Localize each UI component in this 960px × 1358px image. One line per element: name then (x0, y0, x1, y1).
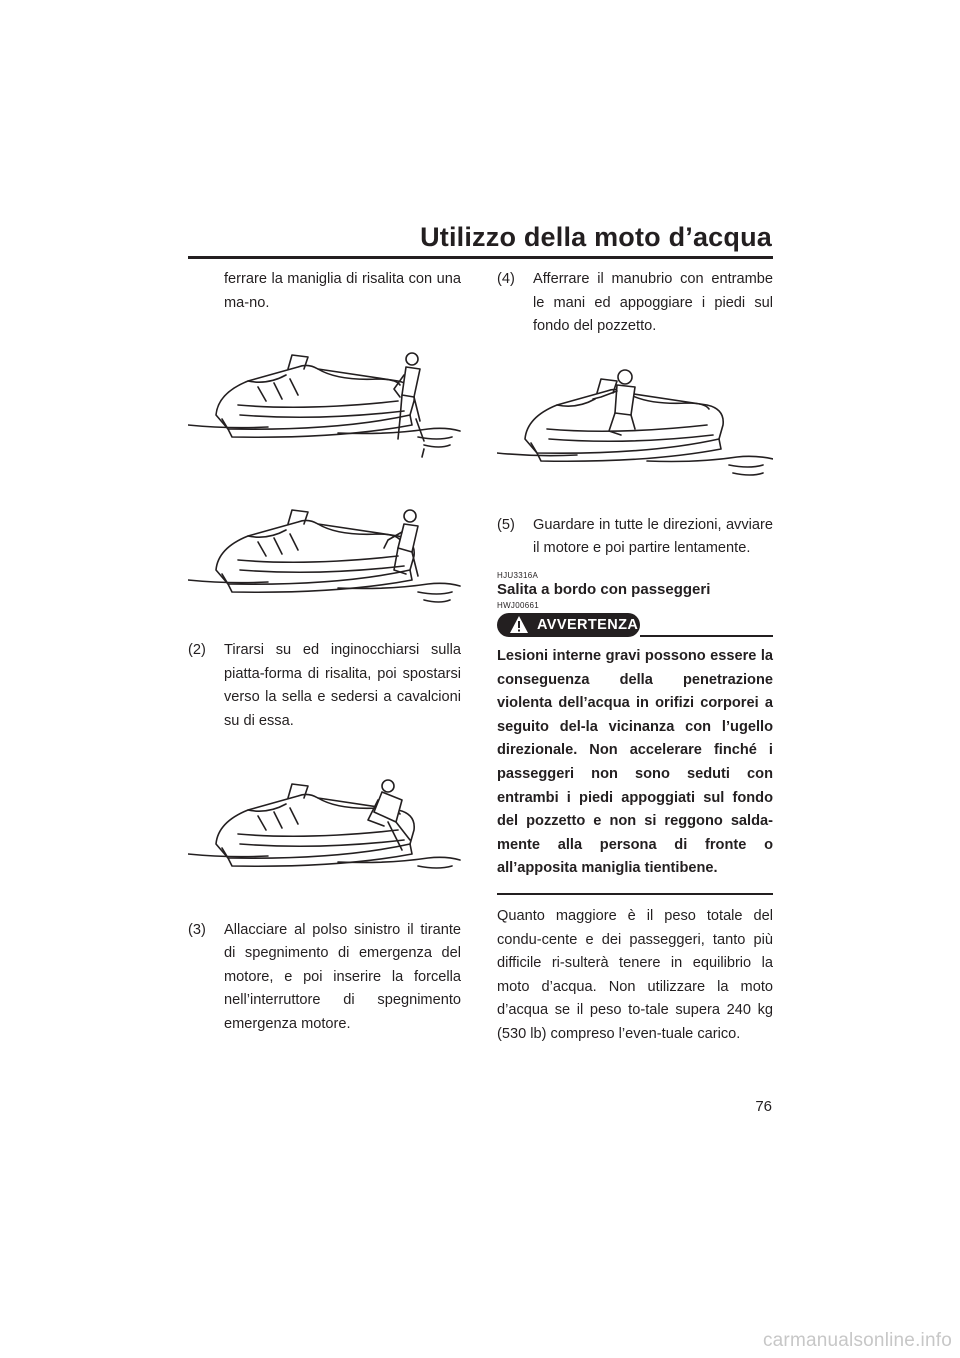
illustration-grab-handle (188, 345, 461, 460)
step-4 (497, 268, 773, 339)
section-title: Salita a bordo con passeggeri (497, 580, 711, 598)
step-2-text: Tirarsi su ed inginocchiarsi sulla piatta-forma di risalita, poi spostarsi verso la sella e sedersi a cavalcioni su di essa. (224, 642, 461, 729)
step-5-text: Guardare in tutte le direzioni, avviare il motore e poi partire lentamente. (533, 516, 773, 557)
step-5 (497, 514, 773, 561)
step-2 (188, 639, 461, 733)
jet-ski-rider-seated-illustration (497, 369, 773, 484)
step-2-number: (2) (188, 642, 206, 659)
header-rule (188, 256, 773, 259)
warning-text: Lesioni interne gravi possono essere la conseguenza della penetrazione violenta dell’acqua in orifizi corporei a seguito del-la vicinanza con l’ugello direzionale. Non accelerare finché i passeggeri non sono seduti con entrambi i piedi appoggiati sul fondo del pozzetto e non si reggono salda-mente alla persona di fronte o all’apposita maniglia tientibene. (497, 647, 773, 877)
page-number: 76 (755, 1098, 772, 1115)
step-5-number: (5) (497, 516, 515, 533)
jet-ski-rider-climbing-illustration (188, 345, 461, 460)
step-3-text: Allacciare al polso sinistro il tirante di spegnimento di emergenza del motore, e poi inserire la forcella nell’interruttore di spegnimento emergenza motore. (224, 921, 461, 1032)
warning-label (497, 613, 640, 637)
warning-label-text: AVVERTENZA (537, 616, 639, 633)
illustration-seated (497, 369, 773, 484)
section-code: HJU3316A (497, 570, 539, 580)
step-4-text: Afferrare il manubrio con entrambe le mani ed appoggiare i piedi sul fondo del pozzetto. (533, 271, 773, 335)
intro-continuation: ferrare la maniglia di risalita con una ma-no. (224, 271, 461, 311)
warning-code: HWJ00661 (497, 600, 539, 610)
right-column (497, 268, 773, 1046)
illustration-platform (188, 504, 461, 619)
page-header-title: Utilizzo della moto d’acqua (420, 222, 772, 252)
step-3 (188, 919, 461, 1037)
body-text: Quanto maggiore è il peso totale del condu-cente e dei passeggeri, tanto più difficile ri-sulterà tenere in equilibrio la moto d’acqua. Non utilizzare la moto d’acqua se il peso to-tale supera 240 kg (530 lb) compreso l’even-tuale carico. (497, 907, 773, 1042)
jet-ski-rider-mounting-illustration (188, 778, 461, 893)
left-column (188, 268, 461, 1037)
warning-end-rule (497, 893, 773, 895)
jet-ski-rider-kneeling-illustration (188, 504, 461, 619)
step-4-number: (4) (497, 271, 515, 287)
step-3-number: (3) (188, 921, 206, 938)
illustration-seat (188, 778, 461, 893)
warning-triangle-icon (509, 615, 529, 634)
warning-banner (497, 613, 773, 641)
warning-rule (640, 635, 773, 637)
footer-watermark: carmanualsonline.info (762, 1330, 952, 1351)
